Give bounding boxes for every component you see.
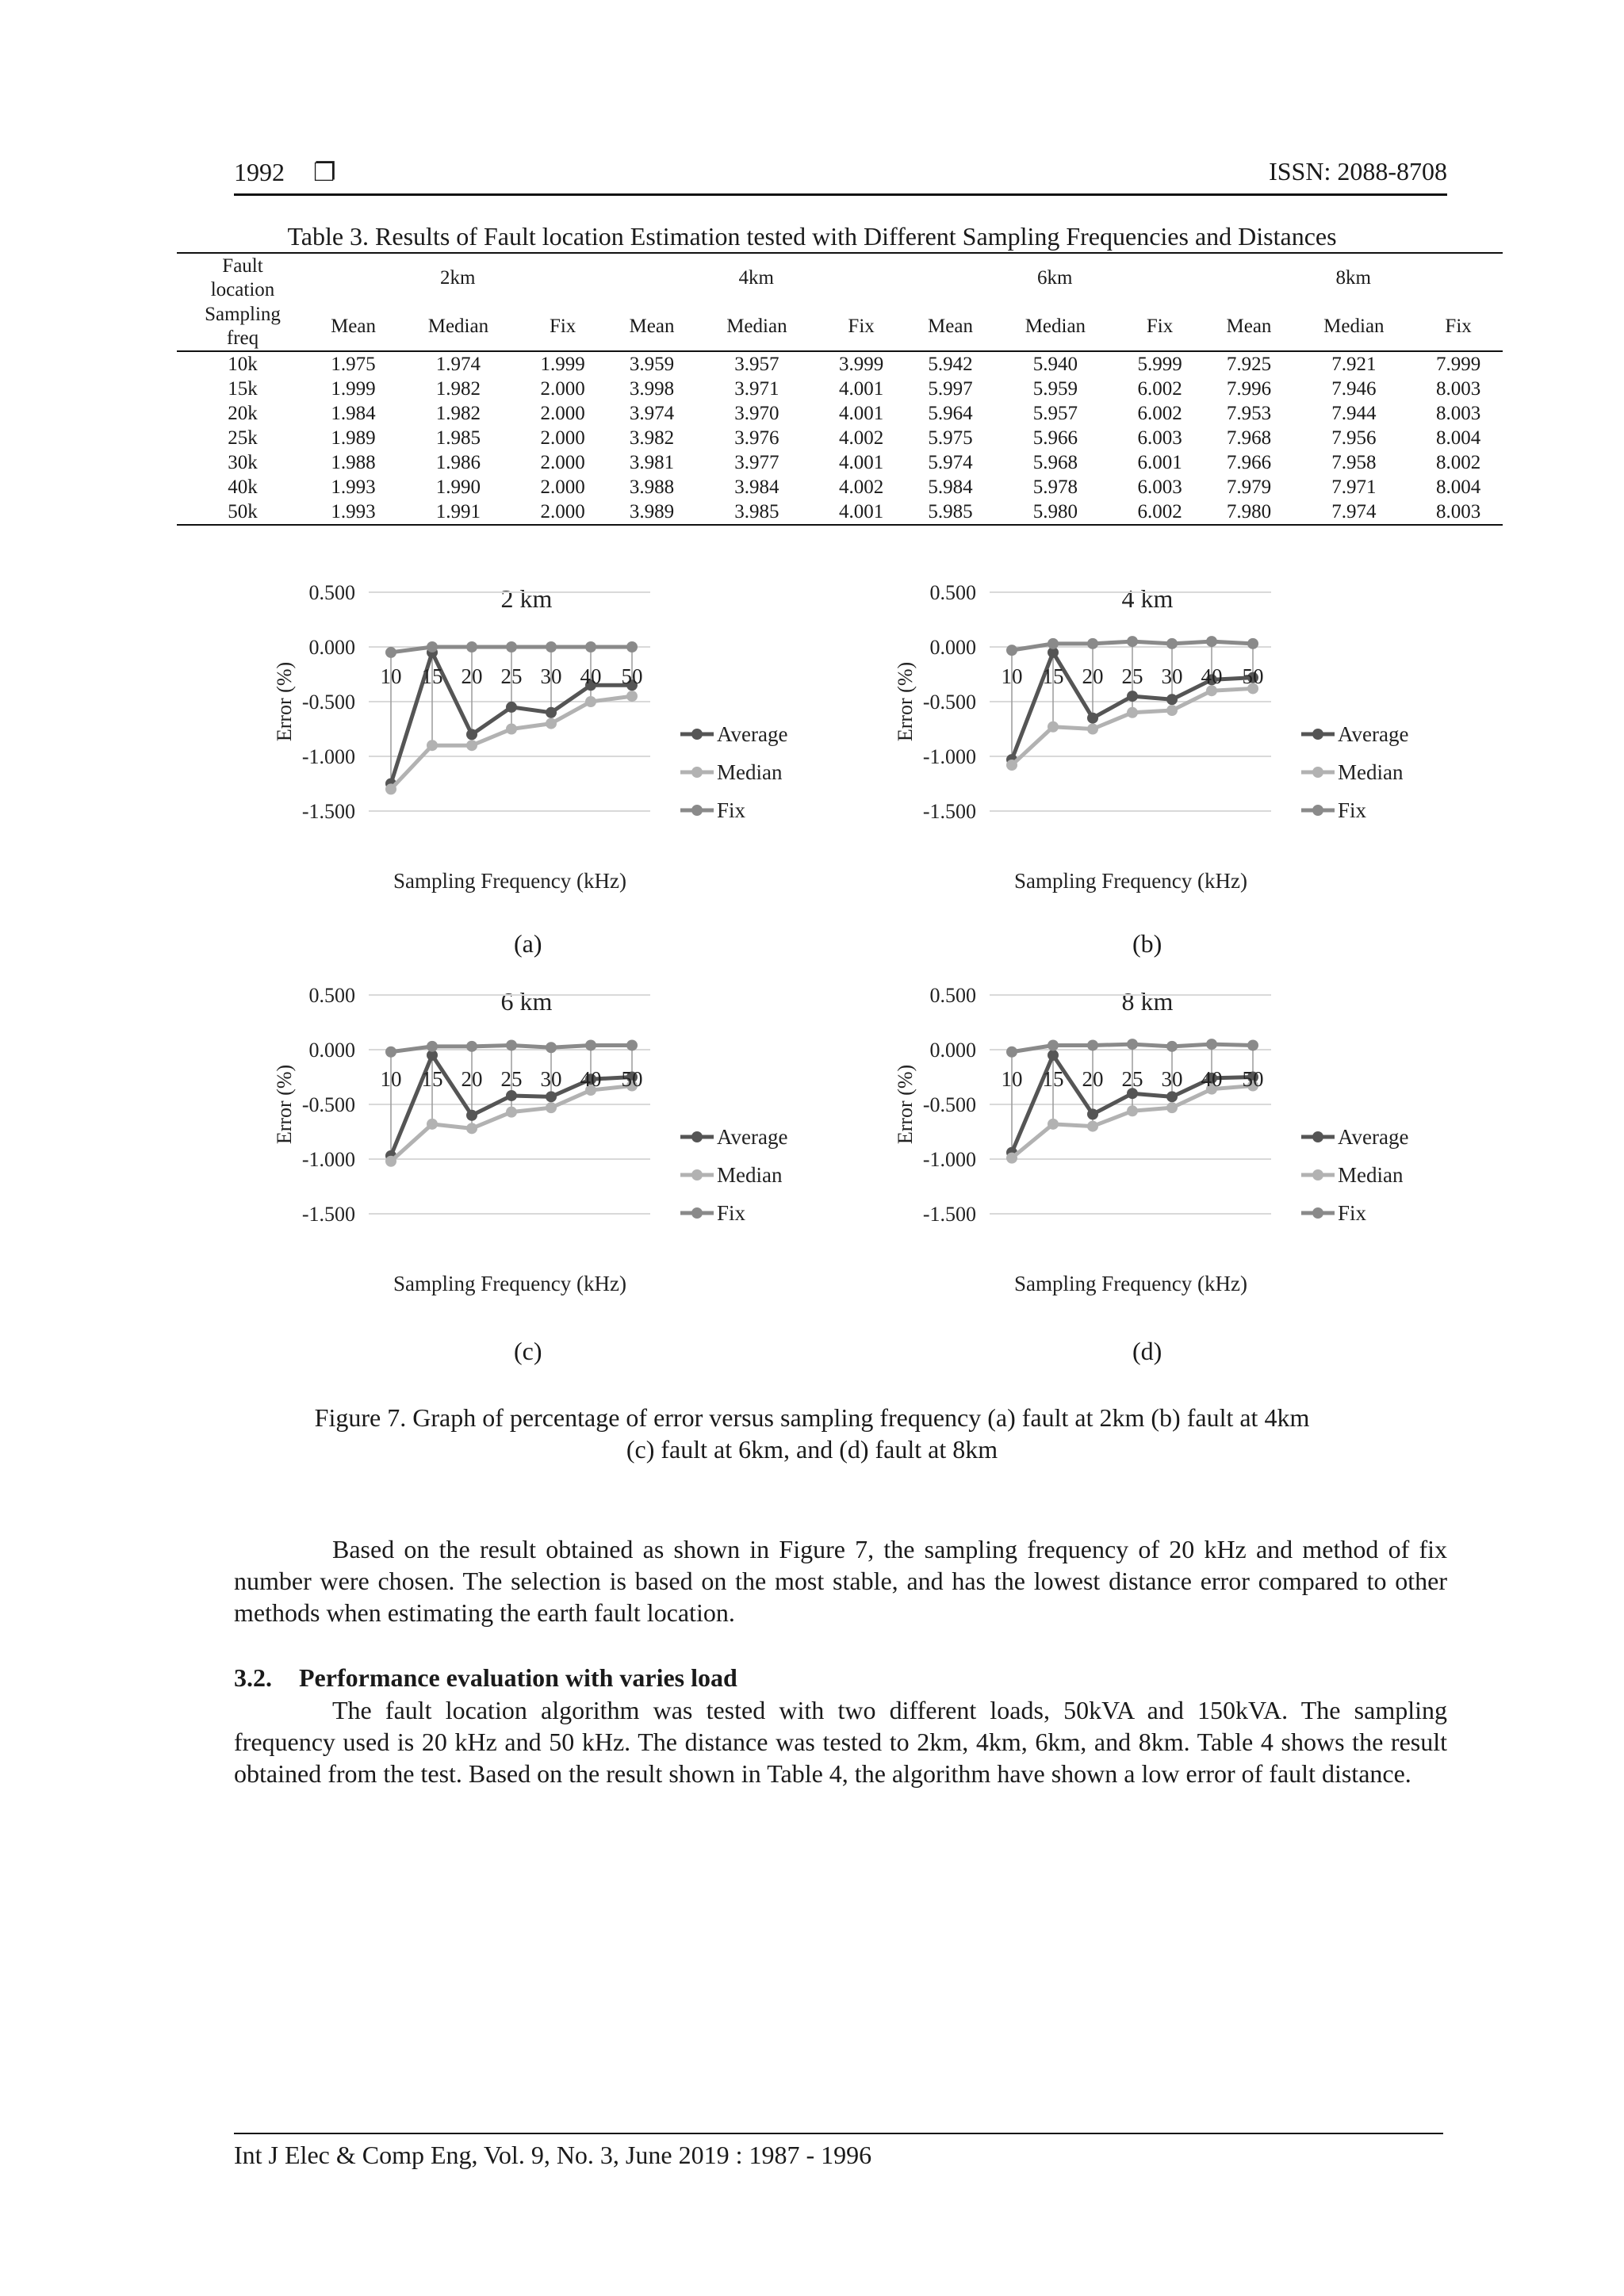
table-cell: 3.959	[629, 354, 675, 375]
data-point	[585, 641, 596, 652]
table-cell: 7.956	[1331, 427, 1377, 449]
subcol-median: Median	[995, 302, 1116, 351]
data-point	[466, 1123, 477, 1134]
data-point	[506, 641, 517, 652]
table-cell: 7.999	[1435, 354, 1481, 375]
y-tick-label: 0.000	[308, 1039, 355, 1062]
issn-label: ISSN: 2088-8708	[1269, 157, 1447, 186]
corner-top-line2: location	[210, 278, 275, 300]
y-tick-label: 0.000	[308, 636, 355, 659]
table-cell: 2.000	[540, 427, 585, 449]
table-cell: 1.982	[435, 378, 481, 400]
data-point	[626, 691, 638, 702]
table-cell: 5.978	[1032, 476, 1078, 498]
data-point	[1127, 691, 1138, 702]
y-tick-label: -0.500	[922, 1093, 976, 1116]
corner-bottom-line1: Sampling	[205, 303, 281, 325]
table-cell: 7.966	[1226, 452, 1272, 473]
legend-swatch-marker	[691, 1207, 703, 1219]
data-point	[385, 783, 396, 794]
y-axis-label: Error (%)	[273, 661, 296, 742]
subfig-label-b: (b)	[1132, 929, 1162, 958]
table-cell: 5.966	[1032, 427, 1078, 449]
data-point	[1048, 1050, 1059, 1061]
corner-top-line1: Fault	[222, 254, 263, 277]
data-point	[1048, 638, 1059, 649]
table-cell: 3.982	[629, 427, 675, 449]
figure-caption-line2: (c) fault at 6km, and (d) fault at 8km	[626, 1435, 998, 1464]
subcol-mean: Mean	[906, 302, 995, 351]
legend-swatch-marker	[1312, 767, 1323, 778]
legend-label: Median	[717, 1163, 783, 1187]
footer-rule	[234, 2133, 1443, 2134]
table-cell: 5.957	[1032, 403, 1078, 424]
table-cell: 6.003	[1137, 476, 1182, 498]
subcol-median: Median	[1294, 302, 1415, 351]
data-point	[427, 1041, 438, 1052]
table-cell: 7.979	[1226, 476, 1272, 498]
data-point	[1166, 1102, 1178, 1113]
x-tick-label: 30	[1161, 1067, 1183, 1091]
x-axis-label: Sampling Frequency (kHz)	[1014, 869, 1247, 893]
data-point	[1206, 636, 1217, 647]
x-tick-label: 15	[1042, 1067, 1064, 1091]
table-cell: 5.968	[1032, 452, 1078, 473]
row-freq-cell: 30k	[228, 452, 258, 473]
table-cell: 7.974	[1294, 499, 1415, 525]
table-cell: 2.000	[540, 476, 585, 498]
table-cell: 7.980	[1204, 499, 1293, 525]
data-point	[585, 696, 596, 707]
table-cell: 4.001	[817, 499, 906, 525]
subfig-label-c: (c)	[514, 1337, 542, 1365]
y-tick-label: -1.000	[922, 745, 976, 768]
table-cell: 3.976	[734, 427, 779, 449]
table-cell: 3.985	[697, 499, 818, 525]
table-cell: 7.921	[1331, 354, 1377, 375]
y-tick-label: 0.500	[308, 984, 355, 1007]
data-point	[1247, 638, 1258, 649]
x-tick-label: 25	[1121, 1067, 1143, 1091]
section-title: Performance evaluation with varies load	[299, 1663, 737, 1692]
table-cell: 8.004	[1435, 427, 1481, 449]
x-tick-label: 10	[1001, 664, 1023, 688]
subcol-mean: Mean	[1204, 302, 1293, 351]
y-tick-label: -0.500	[301, 691, 355, 714]
data-point	[1166, 638, 1178, 649]
table-cell: 1.974	[435, 354, 481, 375]
table-cell: 1.993	[331, 476, 376, 498]
data-point	[466, 641, 477, 652]
data-point	[546, 1042, 557, 1053]
chart-title: 6 km	[500, 987, 553, 1016]
data-point	[385, 1156, 396, 1167]
data-point	[1166, 1041, 1178, 1052]
row-freq-cell: 50k	[177, 499, 308, 525]
table-cell: 5.999	[1137, 354, 1182, 375]
row-freq-cell: 10k	[228, 354, 258, 375]
journal-footer: Int J Elec & Comp Eng, Vol. 9, No. 3, June 2019 : 1987 - 1996	[234, 2141, 872, 2169]
table-cell: 5.985	[906, 499, 995, 525]
x-tick-label: 10	[1001, 1067, 1023, 1091]
figure-caption-line1: Figure 7. Graph of percentage of error versus sampling frequency (a) fault at 2km (b) fault at 4km	[314, 1403, 1310, 1432]
y-tick-label: 0.500	[308, 581, 355, 604]
x-tick-label: 25	[500, 664, 523, 688]
x-tick-label: 30	[540, 1067, 562, 1091]
x-tick-label: 50	[1242, 664, 1264, 688]
data-point	[1048, 1119, 1059, 1130]
x-tick-label: 50	[1242, 1067, 1264, 1091]
y-axis-label: Error (%)	[894, 661, 917, 742]
y-tick-label: -1.000	[922, 1148, 976, 1171]
table-cell: 8.002	[1435, 452, 1481, 473]
table-cell: 1.986	[435, 452, 481, 473]
subcol-fix: Fix	[1414, 302, 1503, 351]
data-point	[1127, 707, 1138, 718]
figure-caption	[0, 1402, 1624, 1465]
data-point	[385, 1047, 396, 1058]
paragraph-figure7-discussion: Based on the result obtained as shown in Figure 7, the sampling frequency of 20 kHz and method of fix number were chosen. The selection is based on the most stable, and has the lowest distance error compared to other methods when estimating the earth fault location.	[234, 1535, 1447, 1627]
table-cell: 5.975	[928, 427, 973, 449]
row-freq-cell: 20k	[228, 403, 258, 424]
subcol-mean: Mean	[308, 302, 398, 351]
table-cell: 4.001	[838, 378, 884, 400]
x-tick-label: 50	[621, 664, 643, 688]
y-tick-label: -1.000	[301, 1148, 355, 1171]
table-cell: 3.977	[734, 452, 779, 473]
subcol-fix: Fix	[1116, 302, 1205, 351]
box-symbol-icon: ❐	[313, 158, 336, 186]
data-point	[1206, 1039, 1217, 1050]
group-header-4km: 4km	[607, 253, 905, 302]
table-cell: 6.002	[1116, 499, 1205, 525]
data-point	[1087, 1121, 1098, 1132]
table-cell: 3.998	[629, 378, 675, 400]
x-tick-label: 15	[421, 664, 443, 688]
data-point	[1048, 721, 1059, 733]
y-axis-label: Error (%)	[894, 1064, 917, 1145]
legend-swatch-marker	[691, 729, 703, 740]
data-point	[546, 1091, 557, 1102]
table-cell: 5.980	[995, 499, 1116, 525]
legend-swatch-marker	[1312, 729, 1323, 740]
group-header-2km: 2km	[308, 253, 607, 302]
table-cell: 3.988	[629, 476, 675, 498]
table-cell: 4.001	[838, 403, 884, 424]
table-cell: 5.984	[928, 476, 973, 498]
data-point	[626, 641, 638, 652]
data-point	[506, 1090, 517, 1101]
table-cell: 7.944	[1331, 403, 1377, 424]
table-cell: 3.981	[629, 452, 675, 473]
data-point	[1127, 636, 1138, 647]
table-cell: 1.990	[435, 476, 481, 498]
table-cell: 3.974	[629, 403, 675, 424]
legend-swatch-marker	[691, 805, 703, 816]
legend-label: Fix	[1338, 1201, 1367, 1225]
table-cell: 6.002	[1137, 403, 1182, 424]
section-heading	[234, 1663, 737, 1693]
legend-label: Median	[1338, 760, 1404, 784]
table-cell: 1.984	[331, 403, 376, 424]
data-point	[626, 1039, 638, 1050]
x-tick-label: 20	[461, 1067, 483, 1091]
y-tick-label: 0.500	[929, 984, 976, 1007]
table-caption: Table 3. Results of Fault location Estimation tested with Different Sampling Frequencies and Distances	[287, 222, 1337, 251]
x-tick-label: 15	[1042, 664, 1064, 688]
y-tick-label: -1.500	[301, 1203, 355, 1226]
data-point	[585, 1039, 596, 1050]
data-point	[1087, 724, 1098, 735]
x-tick-label: 20	[1082, 1067, 1104, 1091]
legend-label: Fix	[1338, 798, 1367, 822]
x-tick-label: 40	[1201, 664, 1223, 688]
data-point	[546, 1102, 557, 1113]
table-cell: 6.002	[1137, 378, 1182, 400]
x-tick-label: 50	[621, 1067, 643, 1091]
table-cell: 2.000	[519, 499, 607, 525]
x-tick-label: 10	[380, 664, 402, 688]
table-cell: 1.988	[331, 452, 376, 473]
chart-title: 2 km	[500, 584, 553, 613]
legend-swatch-marker	[1312, 1207, 1323, 1219]
x-tick-label: 30	[1161, 664, 1183, 688]
table-cell: 5.964	[928, 403, 973, 424]
data-point	[466, 729, 477, 740]
data-point	[1048, 1039, 1059, 1050]
data-point	[506, 1039, 517, 1050]
table-cell: 4.002	[838, 427, 884, 449]
legend-label: Average	[1338, 722, 1409, 746]
table-cell: 1.993	[308, 499, 398, 525]
data-point	[1087, 1108, 1098, 1119]
table-cell: 1.985	[435, 427, 481, 449]
subcol-mean: Mean	[607, 302, 696, 351]
data-point	[546, 641, 557, 652]
data-point	[427, 1119, 438, 1130]
legend-swatch-marker	[691, 1131, 703, 1142]
x-axis-label: Sampling Frequency (kHz)	[393, 1272, 626, 1295]
data-point	[1127, 1039, 1138, 1050]
subcol-median: Median	[697, 302, 818, 351]
table-cell: 8.003	[1414, 499, 1503, 525]
subcol-median: Median	[398, 302, 519, 351]
table-cell: 7.996	[1226, 378, 1272, 400]
page-number: 1992 ❐	[234, 158, 336, 186]
section-number: 3.2.	[234, 1663, 272, 1692]
table-cell: 1.975	[331, 354, 376, 375]
legend-label: Median	[1338, 1163, 1404, 1187]
data-point	[1127, 1105, 1138, 1116]
table-cell: 7.971	[1331, 476, 1377, 498]
data-point	[546, 718, 557, 729]
row-freq-cell: 15k	[228, 378, 258, 400]
table-cell: 1.989	[331, 427, 376, 449]
table-cell: 8.003	[1435, 378, 1481, 400]
table-cell: 1.999	[331, 378, 376, 400]
table-cell: 4.001	[838, 452, 884, 473]
y-tick-label: -1.500	[922, 1203, 976, 1226]
table-cell: 7.925	[1226, 354, 1272, 375]
table-cell: 2.000	[540, 378, 585, 400]
row-freq-cell: 40k	[228, 476, 258, 498]
table-cell: 1.991	[398, 499, 519, 525]
legend-swatch-marker	[691, 1169, 703, 1181]
data-point	[466, 1110, 477, 1121]
table-cell: 7.958	[1331, 452, 1377, 473]
legend-label: Average	[717, 722, 788, 746]
table-cell: 1.982	[435, 403, 481, 424]
y-tick-label: 0.000	[929, 636, 976, 659]
table-cell: 3.999	[838, 354, 884, 375]
table-cell: 7.968	[1226, 427, 1272, 449]
table-cell: 8.003	[1435, 403, 1481, 424]
table-cell: 5.959	[1032, 378, 1078, 400]
data-point	[1087, 638, 1098, 649]
x-tick-label: 40	[580, 1067, 602, 1091]
data-point	[1006, 1047, 1017, 1058]
table-cell: 4.002	[838, 476, 884, 498]
data-point	[1166, 694, 1178, 705]
y-tick-label: -0.500	[922, 691, 976, 714]
table-cell: 2.000	[540, 452, 585, 473]
legend-swatch-marker	[1312, 805, 1323, 816]
data-point	[466, 740, 477, 751]
row-freq-cell: 25k	[228, 427, 258, 449]
data-point	[1166, 1091, 1178, 1102]
data-point	[546, 707, 557, 718]
legend-label: Median	[717, 760, 783, 784]
data-point	[1247, 1039, 1258, 1050]
x-axis-label: Sampling Frequency (kHz)	[393, 869, 626, 893]
table-cell: 6.003	[1137, 427, 1182, 449]
table-cell: 3.984	[734, 476, 779, 498]
data-point	[1166, 705, 1178, 716]
y-tick-label: 0.000	[929, 1039, 976, 1062]
x-tick-label: 40	[1201, 1067, 1223, 1091]
table-cell: 2.000	[540, 403, 585, 424]
data-point	[1087, 713, 1098, 724]
y-tick-label: -1.000	[301, 745, 355, 768]
y-tick-label: -1.500	[922, 800, 976, 823]
data-point	[427, 740, 438, 751]
legend-label: Fix	[717, 1201, 746, 1225]
table-cell: 8.004	[1435, 476, 1481, 498]
chart-title: 4 km	[1121, 584, 1174, 613]
table-cell: 3.989	[607, 499, 696, 525]
data-point	[1006, 645, 1017, 656]
legend-label: Average	[717, 1125, 788, 1149]
subfig-label-d: (d)	[1132, 1337, 1162, 1365]
subcol-fix: Fix	[519, 302, 607, 351]
subfig-label-a: (a)	[514, 929, 542, 958]
corner-bottom-line2: freq	[226, 327, 259, 349]
y-tick-label: -1.500	[301, 800, 355, 823]
legend-swatch-marker	[691, 767, 703, 778]
x-tick-label: 20	[1082, 664, 1104, 688]
data-point	[506, 724, 517, 735]
legend-label: Fix	[717, 798, 746, 822]
legend-swatch-marker	[1312, 1169, 1323, 1181]
data-point	[506, 702, 517, 713]
table-cell: 3.957	[734, 354, 779, 375]
table-cell: 7.953	[1226, 403, 1272, 424]
x-tick-label: 20	[461, 664, 483, 688]
y-axis-label: Error (%)	[273, 1064, 296, 1145]
x-tick-label: 30	[540, 664, 562, 688]
x-axis-label: Sampling Frequency (kHz)	[1014, 1272, 1247, 1295]
table-cell: 5.974	[928, 452, 973, 473]
data-point	[385, 647, 396, 658]
table-cell: 7.946	[1331, 378, 1377, 400]
x-tick-label: 40	[580, 664, 602, 688]
chart-title: 8 km	[1121, 987, 1174, 1016]
table-cell: 5.940	[1032, 354, 1078, 375]
data-point	[1087, 1039, 1098, 1050]
data-point	[427, 641, 438, 652]
x-tick-label: 10	[380, 1067, 402, 1091]
data-point	[466, 1041, 477, 1052]
legend-label: Average	[1338, 1125, 1409, 1149]
data-point	[1006, 760, 1017, 771]
table-cell: 5.942	[928, 354, 973, 375]
y-tick-label: 0.500	[929, 581, 976, 604]
y-tick-label: -0.500	[301, 1093, 355, 1116]
x-tick-label: 15	[421, 1067, 443, 1091]
x-tick-label: 25	[1121, 664, 1143, 688]
data-point	[506, 1107, 517, 1118]
subcol-fix: Fix	[817, 302, 906, 351]
x-tick-label: 25	[500, 1067, 523, 1091]
data-point	[1006, 1153, 1017, 1164]
table-cell: 6.001	[1137, 452, 1182, 473]
legend-swatch-marker	[1312, 1131, 1323, 1142]
table-cell: 5.997	[928, 378, 973, 400]
paragraph-load-evaluation: The fault location algorithm was tested with two different loads, 50kVA and 150kVA. The sampling frequency used is 20 kHz and 50 kHz. The distance was tested to 2km, 4km, 6km, and 8km. Table 4 shows the result obtained from the test. Based on the result shown in Table 4, the algorithm have shown a low error of fault distance.	[234, 1696, 1447, 1788]
table-cell: 3.971	[734, 378, 779, 400]
table-cell: 1.999	[540, 354, 585, 375]
group-header-6km: 6km	[906, 253, 1204, 302]
table-cell: 3.970	[734, 403, 779, 424]
group-header-8km: 8km	[1204, 253, 1503, 302]
